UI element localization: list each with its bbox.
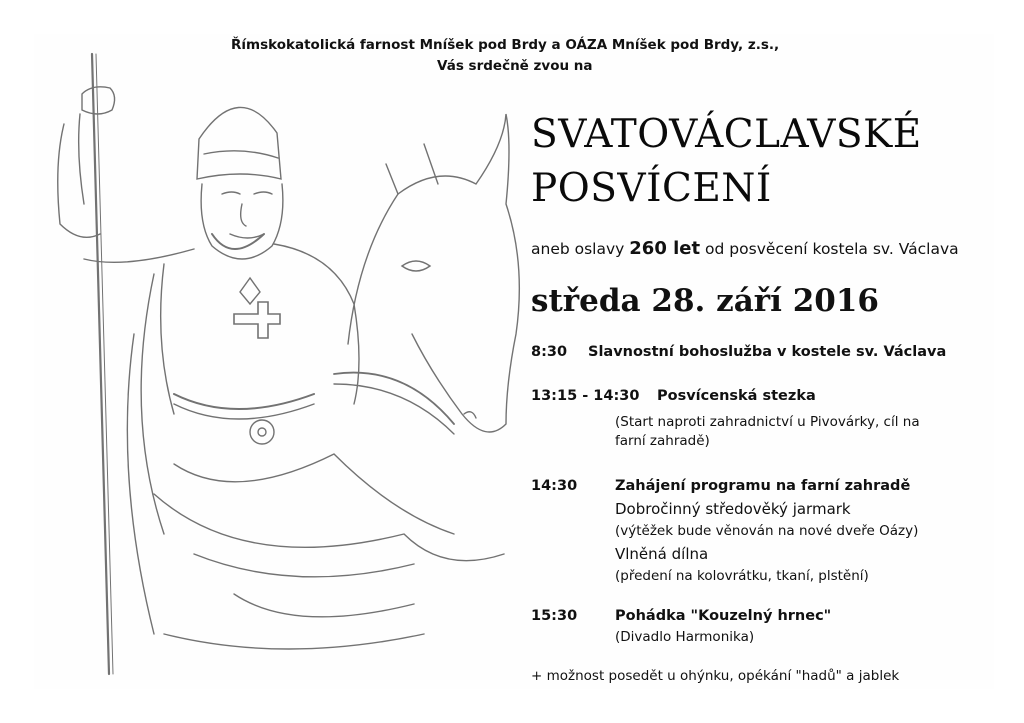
- program-note: (Divadlo Harmonika): [615, 629, 755, 645]
- event-title-line1: SVATOVÁCLAVSKÉ: [531, 112, 922, 157]
- knight-on-horse-illustration: [34, 34, 524, 689]
- program-note: (Start naproti zahradnictví u Pivovárky, cíl na: [615, 414, 920, 430]
- invite-line: Vás srdečně zvou na: [437, 58, 593, 74]
- program-title: Slavnostní bohoslužba v kostele sv. Václava: [588, 344, 947, 360]
- program-title: Posvícenská stezka: [657, 388, 816, 404]
- program-title: Pohádka "Kouzelný hrnec": [615, 608, 832, 624]
- organizer-line: Římskokatolická farnost Mníšek pod Brdy a OÁZA Mníšek pod Brdy, z.s.,: [231, 37, 780, 53]
- event-subtitle: [531, 238, 959, 259]
- program-item: Dobročinný středověký jarmark: [615, 500, 851, 518]
- program-time: 15:30: [531, 608, 578, 624]
- subtitle-suffix: od posvěcení kostela sv. Václava: [705, 240, 959, 258]
- event-date: středa 28. září 2016: [531, 283, 879, 319]
- subtitle-anniversary: 260 let: [629, 238, 701, 259]
- program-note: (předení na kolovrátku, tkaní, plstění): [615, 568, 869, 584]
- program-note: farní zahradě): [615, 433, 710, 449]
- program-time: 14:30: [531, 478, 578, 494]
- program-item: Vlněná dílna: [615, 545, 709, 563]
- program-time: 8:30: [531, 344, 568, 360]
- event-title-line2: POSVÍCENÍ: [531, 166, 772, 211]
- program-time: 13:15 - 14:30: [531, 388, 640, 404]
- subtitle-prefix: aneb oslavy: [531, 240, 625, 258]
- footer-note: + možnost posedět u ohýnku, opékání "hadů" a jablek: [531, 668, 900, 684]
- program-note: (výtěžek bude věnován na nové dveře Oázy): [615, 523, 919, 539]
- program-title: Zahájení programu na farní zahradě: [615, 478, 911, 494]
